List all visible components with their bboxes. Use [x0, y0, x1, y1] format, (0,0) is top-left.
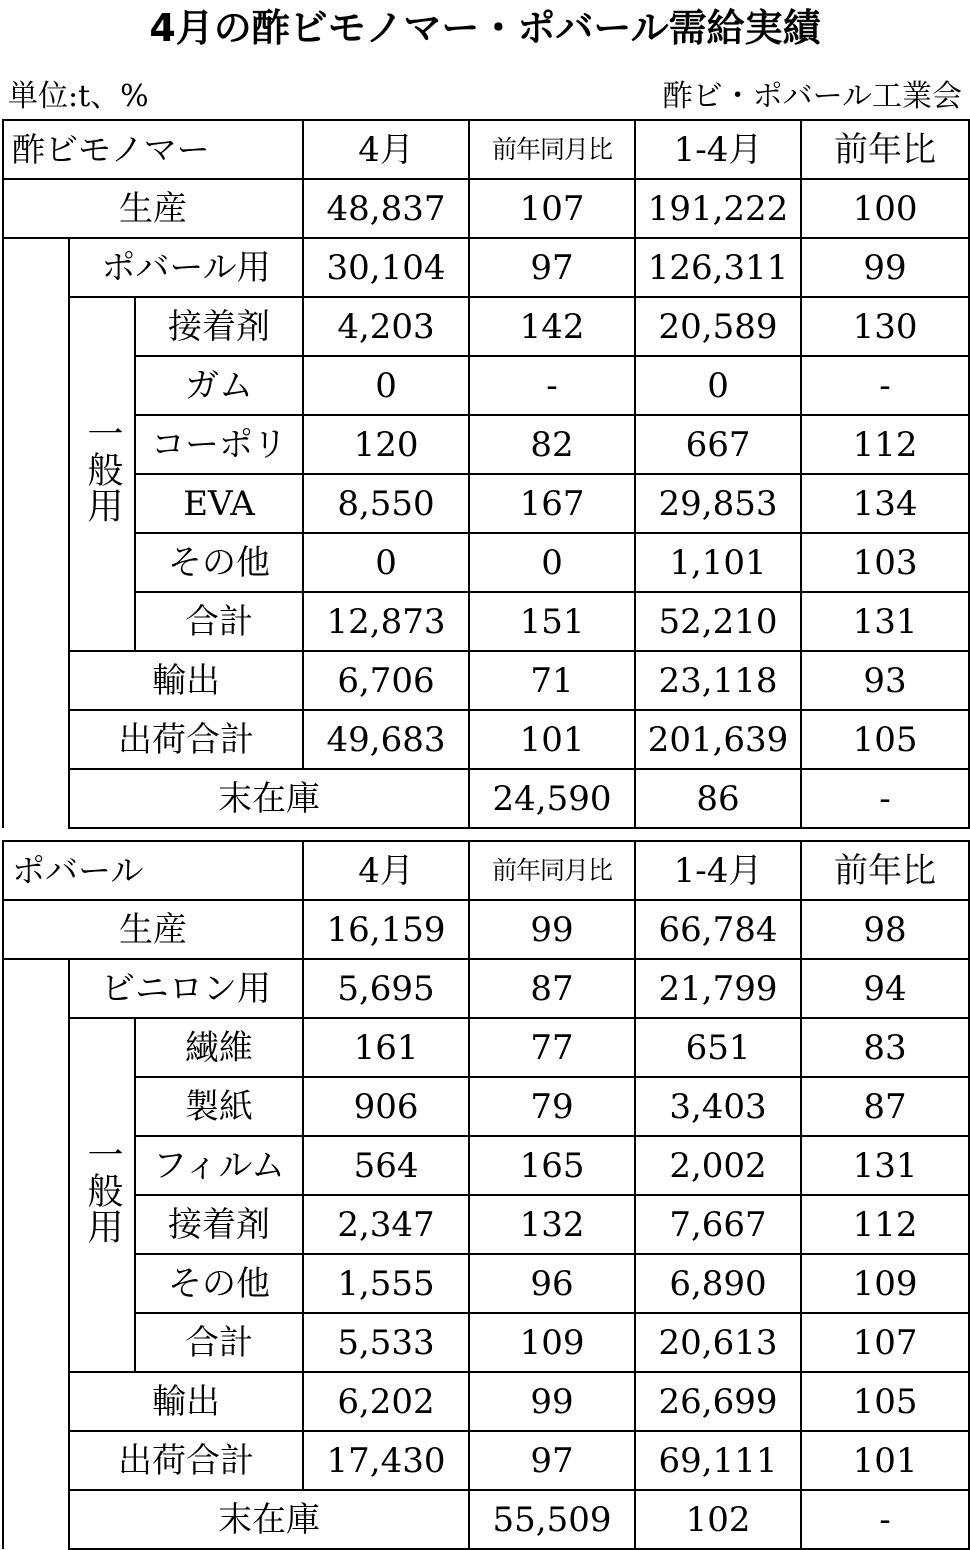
table-cell: 105 — [801, 1372, 969, 1431]
table-cell: 16,159 — [303, 900, 469, 959]
table-row — [3, 1313, 969, 1372]
table-row — [3, 179, 969, 238]
table-cell: 1,555 — [303, 1254, 469, 1313]
table-row — [3, 238, 969, 297]
table-cell: 906 — [303, 1077, 469, 1136]
row-label: 出荷合計 — [69, 710, 303, 769]
table-header-row — [3, 841, 969, 900]
table-row — [3, 1431, 969, 1490]
table-cell: 3,403 — [635, 1077, 801, 1136]
row-label: コーポリ — [135, 415, 303, 474]
table-row — [3, 474, 969, 533]
table-row — [3, 900, 969, 959]
row-label: 合計 — [135, 592, 303, 651]
table-cell: 7,667 — [635, 1195, 801, 1254]
table-cell: 105 — [801, 710, 969, 769]
table-row — [3, 1254, 969, 1313]
row-label: 製紙 — [135, 1077, 303, 1136]
table-row — [3, 1077, 969, 1136]
header-cell: 1-4月 — [635, 841, 801, 900]
table-row — [3, 1372, 969, 1431]
table-cell: 24,590 — [469, 769, 635, 828]
row-label: ポバール用 — [69, 238, 303, 297]
table-cell: 97 — [469, 238, 635, 297]
section-title: 酢ビモノマー — [3, 120, 303, 179]
table-cell: 102 — [635, 1490, 801, 1549]
table-cell: 94 — [801, 959, 969, 1018]
table-cell: 112 — [801, 415, 969, 474]
table-cell: 2,002 — [635, 1136, 801, 1195]
table-cell: 161 — [303, 1018, 469, 1077]
header-cell: 前年比 — [801, 841, 969, 900]
source-label: 酢ビ・ポバール工業会 — [662, 79, 962, 114]
table-cell: 8,550 — [303, 474, 469, 533]
header-cell: 1-4月 — [635, 120, 801, 179]
table-cell: 29,853 — [635, 474, 801, 533]
table-cell: - — [801, 356, 969, 415]
table-cell: 130 — [801, 297, 969, 356]
table-cell: 97 — [469, 1431, 635, 1490]
header-cell: 前年同月比 — [469, 120, 635, 179]
row-label: 接着剤 — [135, 1195, 303, 1254]
row-label: 繊維 — [135, 1018, 303, 1077]
table-row — [3, 651, 969, 710]
table-row — [3, 1195, 969, 1254]
table-cell: 0 — [635, 356, 801, 415]
indent-spacer — [3, 238, 69, 828]
unit-label: 単位:t、% — [8, 79, 149, 114]
table-cell: 23,118 — [635, 651, 801, 710]
table-cell: 96 — [469, 1254, 635, 1313]
table-cell: 20,589 — [635, 297, 801, 356]
table-cell: 131 — [801, 1136, 969, 1195]
table-row — [3, 1490, 969, 1549]
table-row — [3, 1136, 969, 1195]
table-cell: 134 — [801, 474, 969, 533]
table-cell: 101 — [469, 710, 635, 769]
table-row — [3, 356, 969, 415]
table-row — [3, 769, 969, 828]
table-cell: 112 — [801, 1195, 969, 1254]
table-cell: 109 — [801, 1254, 969, 1313]
table-cell: 93 — [801, 651, 969, 710]
table-row — [3, 415, 969, 474]
table-cell: 52,210 — [635, 592, 801, 651]
table-cell: - — [801, 769, 969, 828]
table-cell: 87 — [801, 1077, 969, 1136]
table-cell: 101 — [801, 1431, 969, 1490]
table-cell: 0 — [303, 533, 469, 592]
table-cell: 83 — [801, 1018, 969, 1077]
table-cell: 191,222 — [635, 179, 801, 238]
table-cell: 0 — [469, 533, 635, 592]
table-cell: 12,873 — [303, 592, 469, 651]
table-cell: 109 — [469, 1313, 635, 1372]
header-cell: 4月 — [303, 120, 469, 179]
table-cell: 6,890 — [635, 1254, 801, 1313]
table-cell: 6,202 — [303, 1372, 469, 1431]
table-cell: 4,203 — [303, 297, 469, 356]
row-label: 合計 — [135, 1313, 303, 1372]
header-cell: 4月 — [303, 841, 469, 900]
table-cell: 82 — [469, 415, 635, 474]
table-cell: 131 — [801, 592, 969, 651]
table-cell: 48,837 — [303, 179, 469, 238]
table-cell: 651 — [635, 1018, 801, 1077]
table-cell: 100 — [801, 179, 969, 238]
table-cell: 86 — [635, 769, 801, 828]
table-cell: 69,111 — [635, 1431, 801, 1490]
table-cell: 151 — [469, 592, 635, 651]
table-cell: 201,639 — [635, 710, 801, 769]
row-label: 生産 — [3, 179, 303, 238]
indent-spacer — [3, 959, 69, 1549]
table-cell: 2,347 — [303, 1195, 469, 1254]
table-cell: 98 — [801, 900, 969, 959]
table-cell: 17,430 — [303, 1431, 469, 1490]
table-row — [3, 297, 969, 356]
page-title: 4月の酢ビモノマー・ポバール需給実績 — [149, 6, 821, 50]
table-cell: 1,101 — [635, 533, 801, 592]
table-cell: 99 — [801, 238, 969, 297]
table-cell: 21,799 — [635, 959, 801, 1018]
row-label: その他 — [135, 533, 303, 592]
general-use-text: 一般用 — [82, 1135, 123, 1244]
table-cell: 30,104 — [303, 238, 469, 297]
table-cell: 49,683 — [303, 710, 469, 769]
table-cell: 71 — [469, 651, 635, 710]
row-label: 末在庫 — [69, 769, 469, 828]
row-label: 接着剤 — [135, 297, 303, 356]
table-cell: - — [801, 1490, 969, 1549]
table-cell: 132 — [469, 1195, 635, 1254]
table-row — [3, 533, 969, 592]
table-cell: - — [469, 356, 635, 415]
table-header-row — [3, 120, 969, 179]
general-use-text: 一般用 — [82, 414, 123, 523]
table-cell: 99 — [469, 900, 635, 959]
table-cell: 165 — [469, 1136, 635, 1195]
table-cell: 6,706 — [303, 651, 469, 710]
section-title: ポバール — [3, 841, 303, 900]
row-label: ビニロン用 — [69, 959, 303, 1018]
table-cell: 66,784 — [635, 900, 801, 959]
table-cell: 120 — [303, 415, 469, 474]
row-label: 輸出 — [69, 651, 303, 710]
row-label: ガム — [135, 356, 303, 415]
pva-table — [2, 840, 970, 1550]
header-cell: 前年比 — [801, 120, 969, 179]
row-label: EVA — [135, 474, 303, 533]
table-cell: 79 — [469, 1077, 635, 1136]
table-cell: 26,699 — [635, 1372, 801, 1431]
table-cell: 77 — [469, 1018, 635, 1077]
row-label: 輸出 — [69, 1372, 303, 1431]
table-cell: 667 — [635, 415, 801, 474]
table-cell: 103 — [801, 533, 969, 592]
table-row — [3, 959, 969, 1018]
vam-table — [2, 119, 970, 829]
table-cell: 0 — [303, 356, 469, 415]
header-cell: 前年同月比 — [469, 841, 635, 900]
row-label: 生産 — [3, 900, 303, 959]
table-row — [3, 592, 969, 651]
table-cell: 142 — [469, 297, 635, 356]
table-cell: 107 — [801, 1313, 969, 1372]
table-cell: 99 — [469, 1372, 635, 1431]
general-use-label — [69, 297, 135, 651]
table-cell: 87 — [469, 959, 635, 1018]
table-cell: 5,695 — [303, 959, 469, 1018]
table-cell: 55,509 — [469, 1490, 635, 1549]
table-cell: 167 — [469, 474, 635, 533]
general-use-label — [69, 1018, 135, 1372]
table-cell: 107 — [469, 179, 635, 238]
row-label: その他 — [135, 1254, 303, 1313]
row-label: フィルム — [135, 1136, 303, 1195]
row-label: 末在庫 — [69, 1490, 469, 1549]
table-cell: 564 — [303, 1136, 469, 1195]
table-row — [3, 710, 969, 769]
table-row — [3, 1018, 969, 1077]
table-cell: 5,533 — [303, 1313, 469, 1372]
table-cell: 126,311 — [635, 238, 801, 297]
row-label: 出荷合計 — [69, 1431, 303, 1490]
table-cell: 20,613 — [635, 1313, 801, 1372]
